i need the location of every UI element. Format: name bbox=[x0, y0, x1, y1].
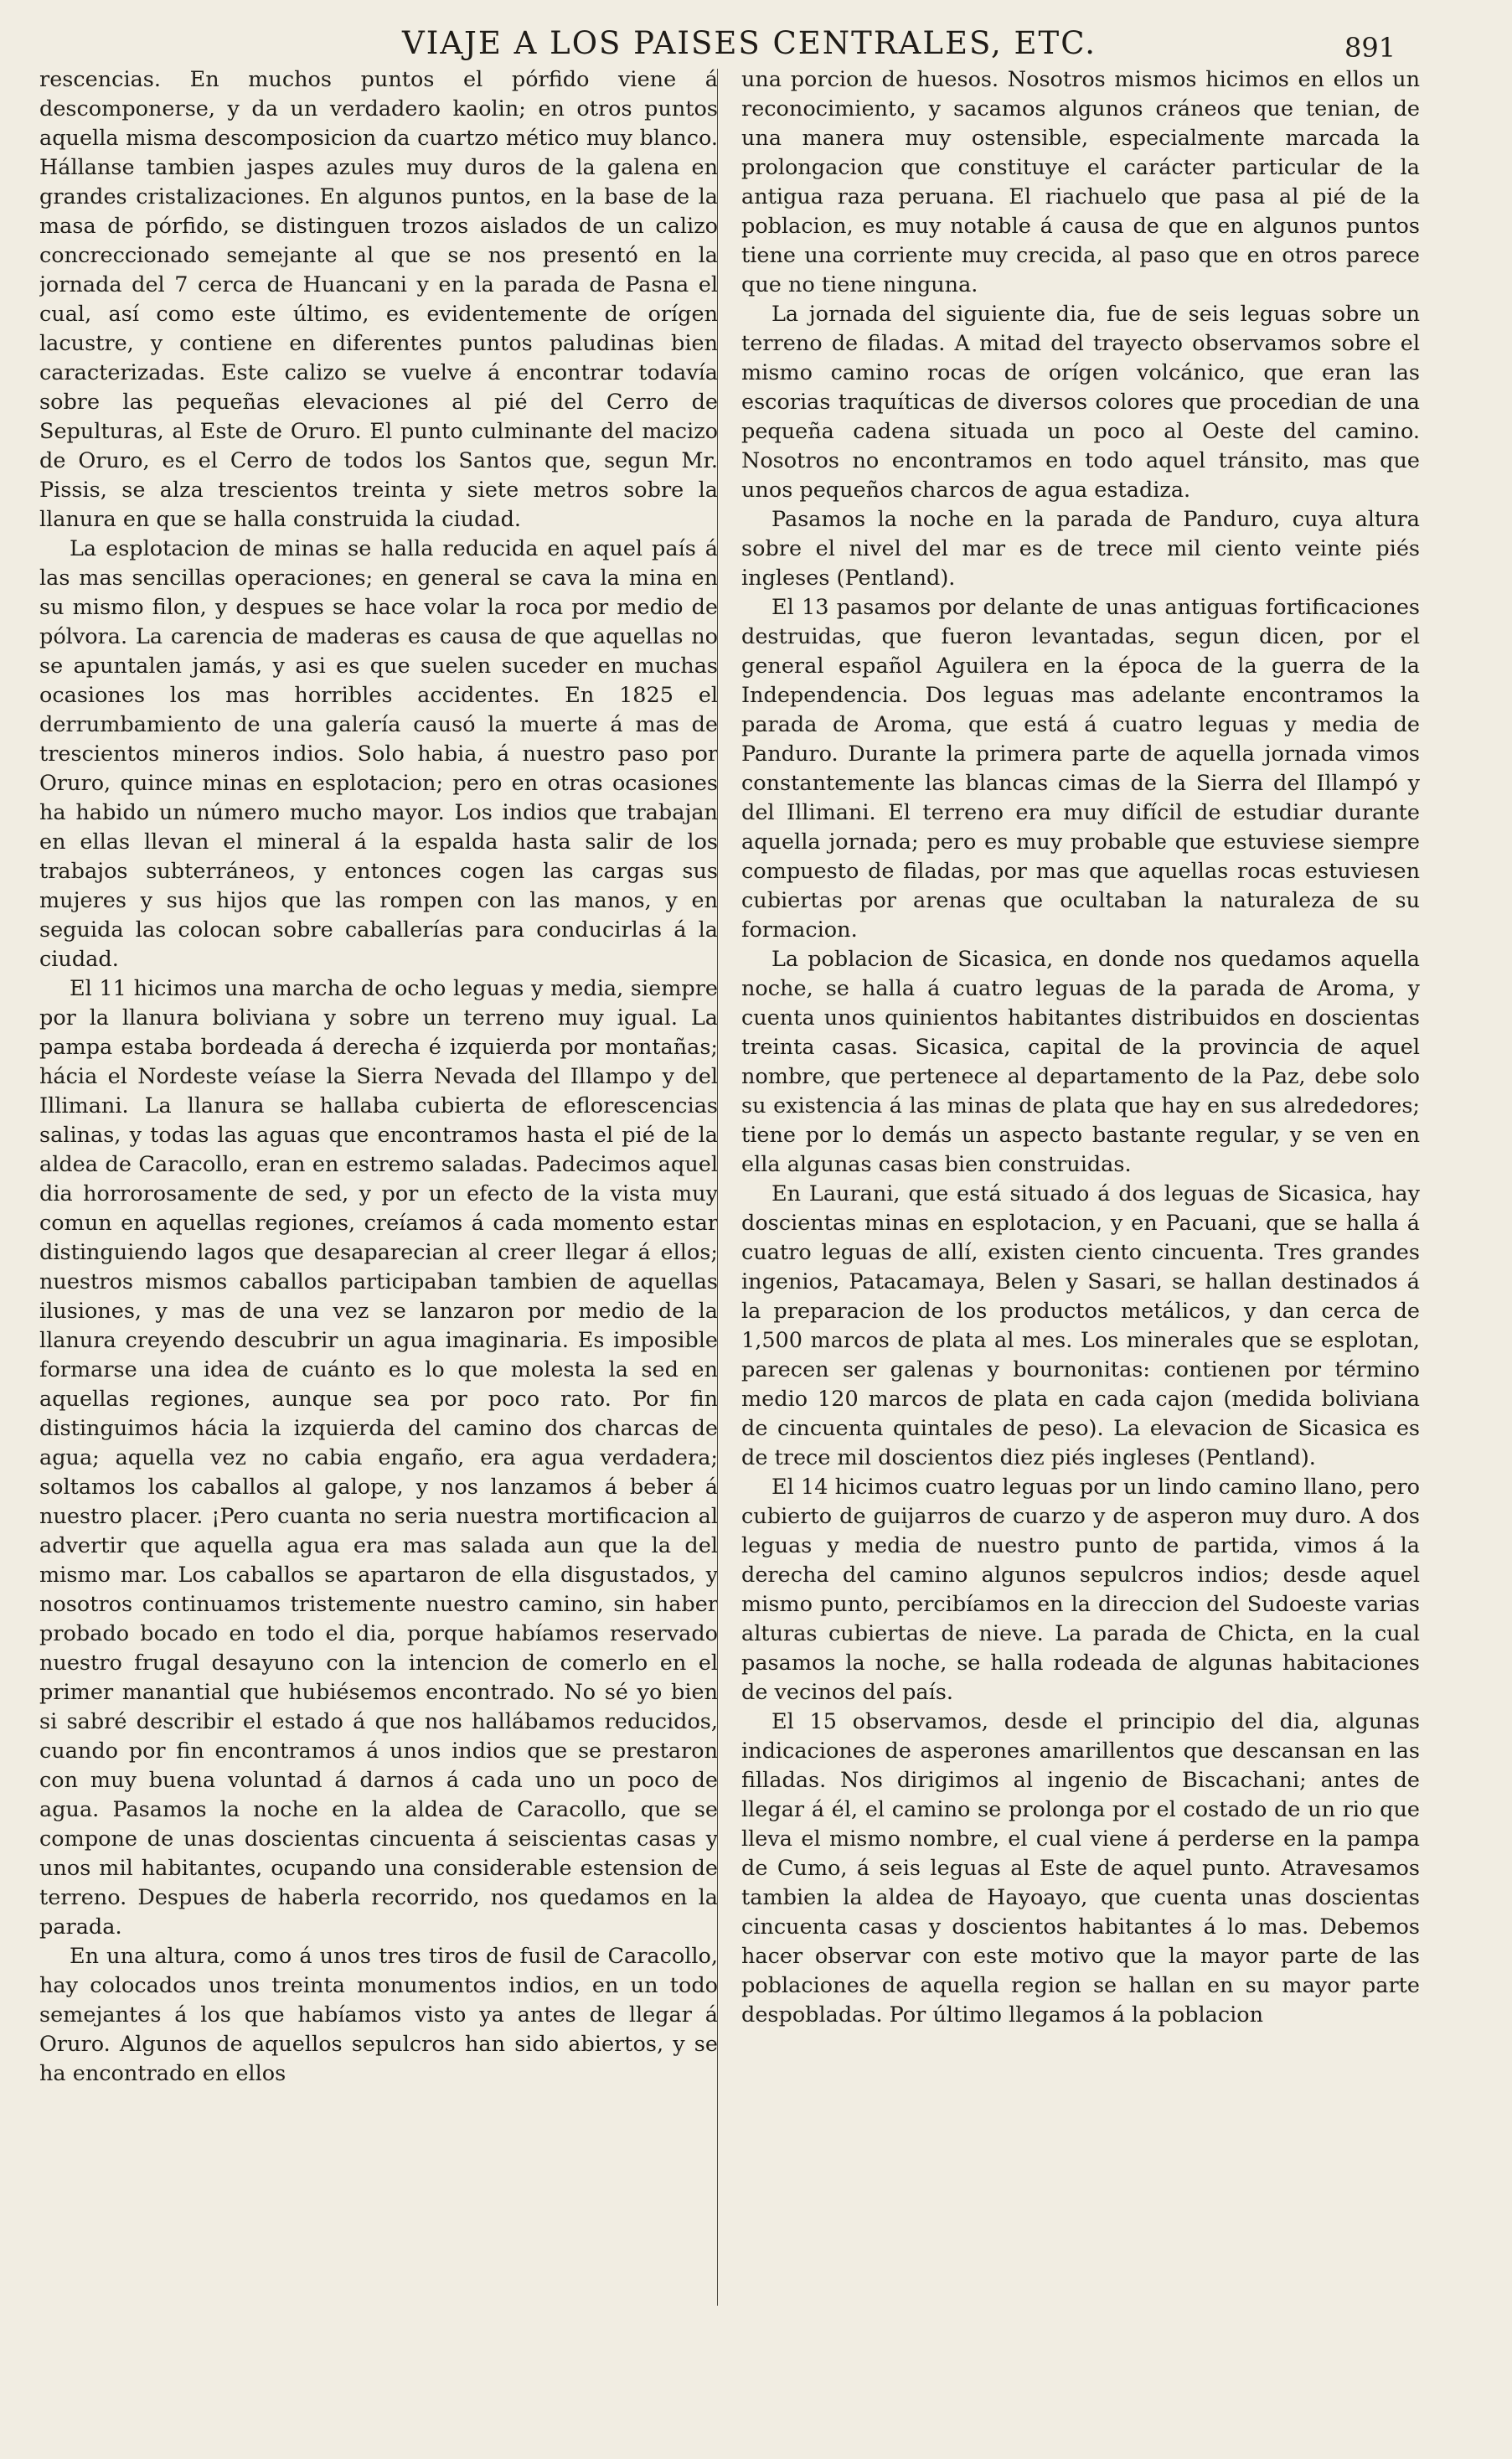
paragraph: La jornada del siguiente dia, fue de seis leguas sobre un terreno de filadas. A mitad del trayecto observamos sobre el mismo camino rocas de orígen volcánico, que eran las escorias traquíticas de diversos colores que procedian de una pequeña cadena situada un poco al Oeste del camino. Nosotros no encontramos en todo aquel tránsito, mas que unos pequeños charcos de agua estadiza. bbox=[741, 302, 1420, 503]
paragraph: La poblacion de Sicasica, en donde nos quedamos aquella noche, se halla á cuatro leguas de la parada de Aroma, y cuenta unos quinientos habitantes distribuidos en doscientas treinta casas. Sicasica, capital de la provincia de aquel nombre, que pertenece al departamento de la Paz, debe solo su existencia á las minas de plata que hay en sus alrededores; tiene por lo demás un aspecto bastante regular, y se ven en ella algunas casas bien construidas. bbox=[741, 947, 1420, 1177]
left-column bbox=[39, 65, 718, 2311]
right-column bbox=[741, 65, 1420, 2311]
paragraph: El 15 observamos, desde el principio del dia, algunas indicaciones de asperones amarillentos que descansan en las filladas. Nos dirigimos al ingenio de Biscachani; antes de llegar á él, el camino se prolonga por el costado de un rio que lleva el mismo nombre, el cual viene á perderse en la pampa de Cumo, á seis leguas al Este de aquel punto. Atravesamos tambien la aldea de Hayoayo, que cuenta unas doscientas cincuenta casas y doscientos habitantes á lo mas. Debemos hacer observar con este motivo que la mayor parte de las poblaciones de aquella region se hallan en su mayor parte despobladas. Por último llegamos á la poblacion bbox=[741, 1709, 1420, 2028]
paragraph: rescencias. En muchos puntos el pórfido viene á descomponerse, y da un verdadero kaolin; en otros puntos aquella misma descomposicion da cuartzo mético muy blanco. Hállanse tambien jaspes azules muy duros de la galena en grandes cristalizaciones. En algunos puntos, en la base de la masa de pórfido, se distinguen trozos aislados de un calizo concreccionado semejante al que se nos presentó en la jornada del 7 cerca de Huancani y en la parada de Pasna el cual, así como este último, es evidentemente de orígen lacustre, y contiene en diferentes puntos paludinas bien caracterizadas. Este calizo se vuelve á encontrar todavía sobre las pequeñas elevaciones al pié del Cerro de Sepulturas, al Este de Oruro. El punto culminante del macizo de Oruro, es el Cerro de todos los Santos que, segun Mr. Pissis, se alza trescientos treinta y siete metros sobre la llanura en que se halla construida la ciudad. bbox=[39, 67, 718, 532]
page-number: 891 bbox=[1344, 32, 1396, 64]
paragraph: Pasamos la noche en la parada de Panduro, cuya altura sobre el nivel del mar es de trece mil ciento veinte piés ingleses (Pentland). bbox=[741, 507, 1420, 591]
paragraph: En una altura, como á unos tres tiros de fusil de Caracollo, hay colocados unos treinta monumentos indios, en un todo semejantes á los que habíamos visto ya antes de llegar á Oruro. Algunos de aquellos sepulcros han sido abiertos, y se ha encontrado en ellos bbox=[39, 1944, 718, 2086]
running-title: VIAJE A LOS PAISES CENTRALES, ETC. bbox=[402, 25, 1097, 61]
paragraph: En Laurani, que está situado á dos leguas de Sicasica, hay doscientas minas en esplotacion, y en Pacuani, que se halla á cuatro leguas de allí, existen ciento cincuenta. Tres grandes ingenios, Patacamaya, Belen y Sasari, se hallan destinados á la preparacion de los productos metálicos, y dan cerca de 1,500 marcos de plata al mes. Los minerales que se esplotan, parecen ser galenas y bournonitas: contienen por término medio 120 marcos de plata en cada cajon (medida boliviana de cincuenta quintales de peso). La elevacion de Sicasica es de trece mil doscientos diez piés ingleses (Pentland). bbox=[741, 1181, 1420, 1470]
paragraph: una porcion de huesos. Nosotros mismos hicimos en ellos un reconocimiento, y sacamos algunos cráneos que tenian, de una manera muy ostensible, especialmente marcada la prolongacion que constituye el carácter particular de la antigua raza peruana. El riachuelo que pasa al pié de la poblacion, es muy notable á causa de que en algunos puntos tiene una corriente muy crecida, al paso que en otros parece que no tiene ninguna. bbox=[741, 67, 1420, 297]
paragraph: El 14 hicimos cuatro leguas por un lindo camino llano, pero cubierto de guijarros de cuarzo y de asperon muy duro. A dos leguas y media de nuestro punto de partida, vimos á la derecha del camino algunos sepulcros indios; desde aquel mismo punto, percibíamos en la direccion del Sudoeste varias alturas cubiertas de nieve. La parada de Chicta, en la cual pasamos la noche, se halla rodeada de algunas habitaciones de vecinos del país. bbox=[741, 1475, 1420, 1705]
paragraph: La esplotacion de minas se halla reducida en aquel país á las mas sencillas operaciones; en general se cava la mina en su mismo filon, y despues se hace volar la roca por medio de pólvora. La carencia de maderas es causa de que aquellas no se apuntalen jamás, y asi es que suelen suceder en muchas ocasiones los mas horribles accidentes. En 1825 el derrumbamiento de una galería causó la muerte á mas de trescientos mineros indios. Solo habia, á nuestro paso por Oruro, quince minas en esplotacion; pero en otras ocasiones ha habido un número mucho mayor. Los indios que trabajan en ellas llevan el mineral á la espalda hasta salir de los trabajos subterráneos, y entonces cogen las cargas sus mujeres y sus hijos que las rompen con las manos, y en seguida las colocan sobre caballerías para conducirlas á la ciudad. bbox=[39, 536, 718, 972]
paragraph: El 11 hicimos una marcha de ocho leguas y media, siempre por la llanura boliviana y sobre un terreno muy igual. La pampa estaba bordeada á derecha é izquierda por montañas; hácia el Nordeste veíase la Sierra Nevada del Illampo y del Illimani. La llanura se hallaba cubierta de eflorescencias salinas, y todas las aguas que encontramos hasta el pié de la aldea de Caracollo, eran en estremo saladas. Padecimos aquel dia horrorosamente de sed, y por un efecto de la vista muy comun en aquellas regiones, creíamos á cada momento estar distinguiendo lagos que desaparecian al creer llegar á ellos; nuestros mismos caballos participaban tambien de aquellas ilusiones, y mas de una vez se lanzaron por medio de la llanura creyendo descubrir un agua imaginaria. Es imposible formarse una idea de cuánto es lo que molesta la sed en aquellas regiones, aunque sea por poco rato. Por fin distinguimos hácia la izquierda del camino dos charcas de agua; aquella vez no cabia engaño, era agua verdadera; soltamos los caballos al galope, y nos lanzamos á beber á nuestro placer. ¡Pero cuanta no seria nuestra mortificacion al advertir que aquella agua era mas salada aun que la del mismo mar. Los caballos se apartaron de ella disgustados, y nosotros continuamos tristemente nuestro camino, sin haber probado bocado en todo el dia, porque habíamos reservado nuestro frugal desayuno con la intencion de comerlo en el primer manantial que hubiésemos encontrado. No sé yo bien si sabré describir el estado á que nos hallábamos reducidos, cuando por fin encontramos á unos indios que se prestaron con muy buena voluntad á darnos á cada uno un poco de agua. Pasamos la noche en la aldea de Caracollo, que se compone de unas doscientas cincuenta á seiscientas casas y unos mil habitantes, ocupando una considerable estension de terreno. Despues de haberla recorrido, nos quedamos en la parada. bbox=[39, 976, 718, 1940]
column-divider bbox=[717, 69, 718, 2306]
page-header bbox=[0, 25, 1512, 65]
paragraph: El 13 pasamos por delante de unas antiguas fortificaciones destruidas, que fueron levantadas, segun dicen, por el general español Aguilera en la época de la guerra de la Independencia. Dos leguas mas adelante encontramos la parada de Aroma, que está á cuatro leguas y media de Panduro. Durante la primera parte de aquella jornada vimos constantemente las blancas cimas de la Sierra del Illampó y del Illimani. El terreno era muy difícil de estudiar durante aquella jornada; pero es muy probable que estuviese siempre compuesto de filadas, por mas que aquellas rocas estuviesen cubiertas por arenas que ocultaban la naturaleza de su formacion. bbox=[741, 595, 1420, 943]
